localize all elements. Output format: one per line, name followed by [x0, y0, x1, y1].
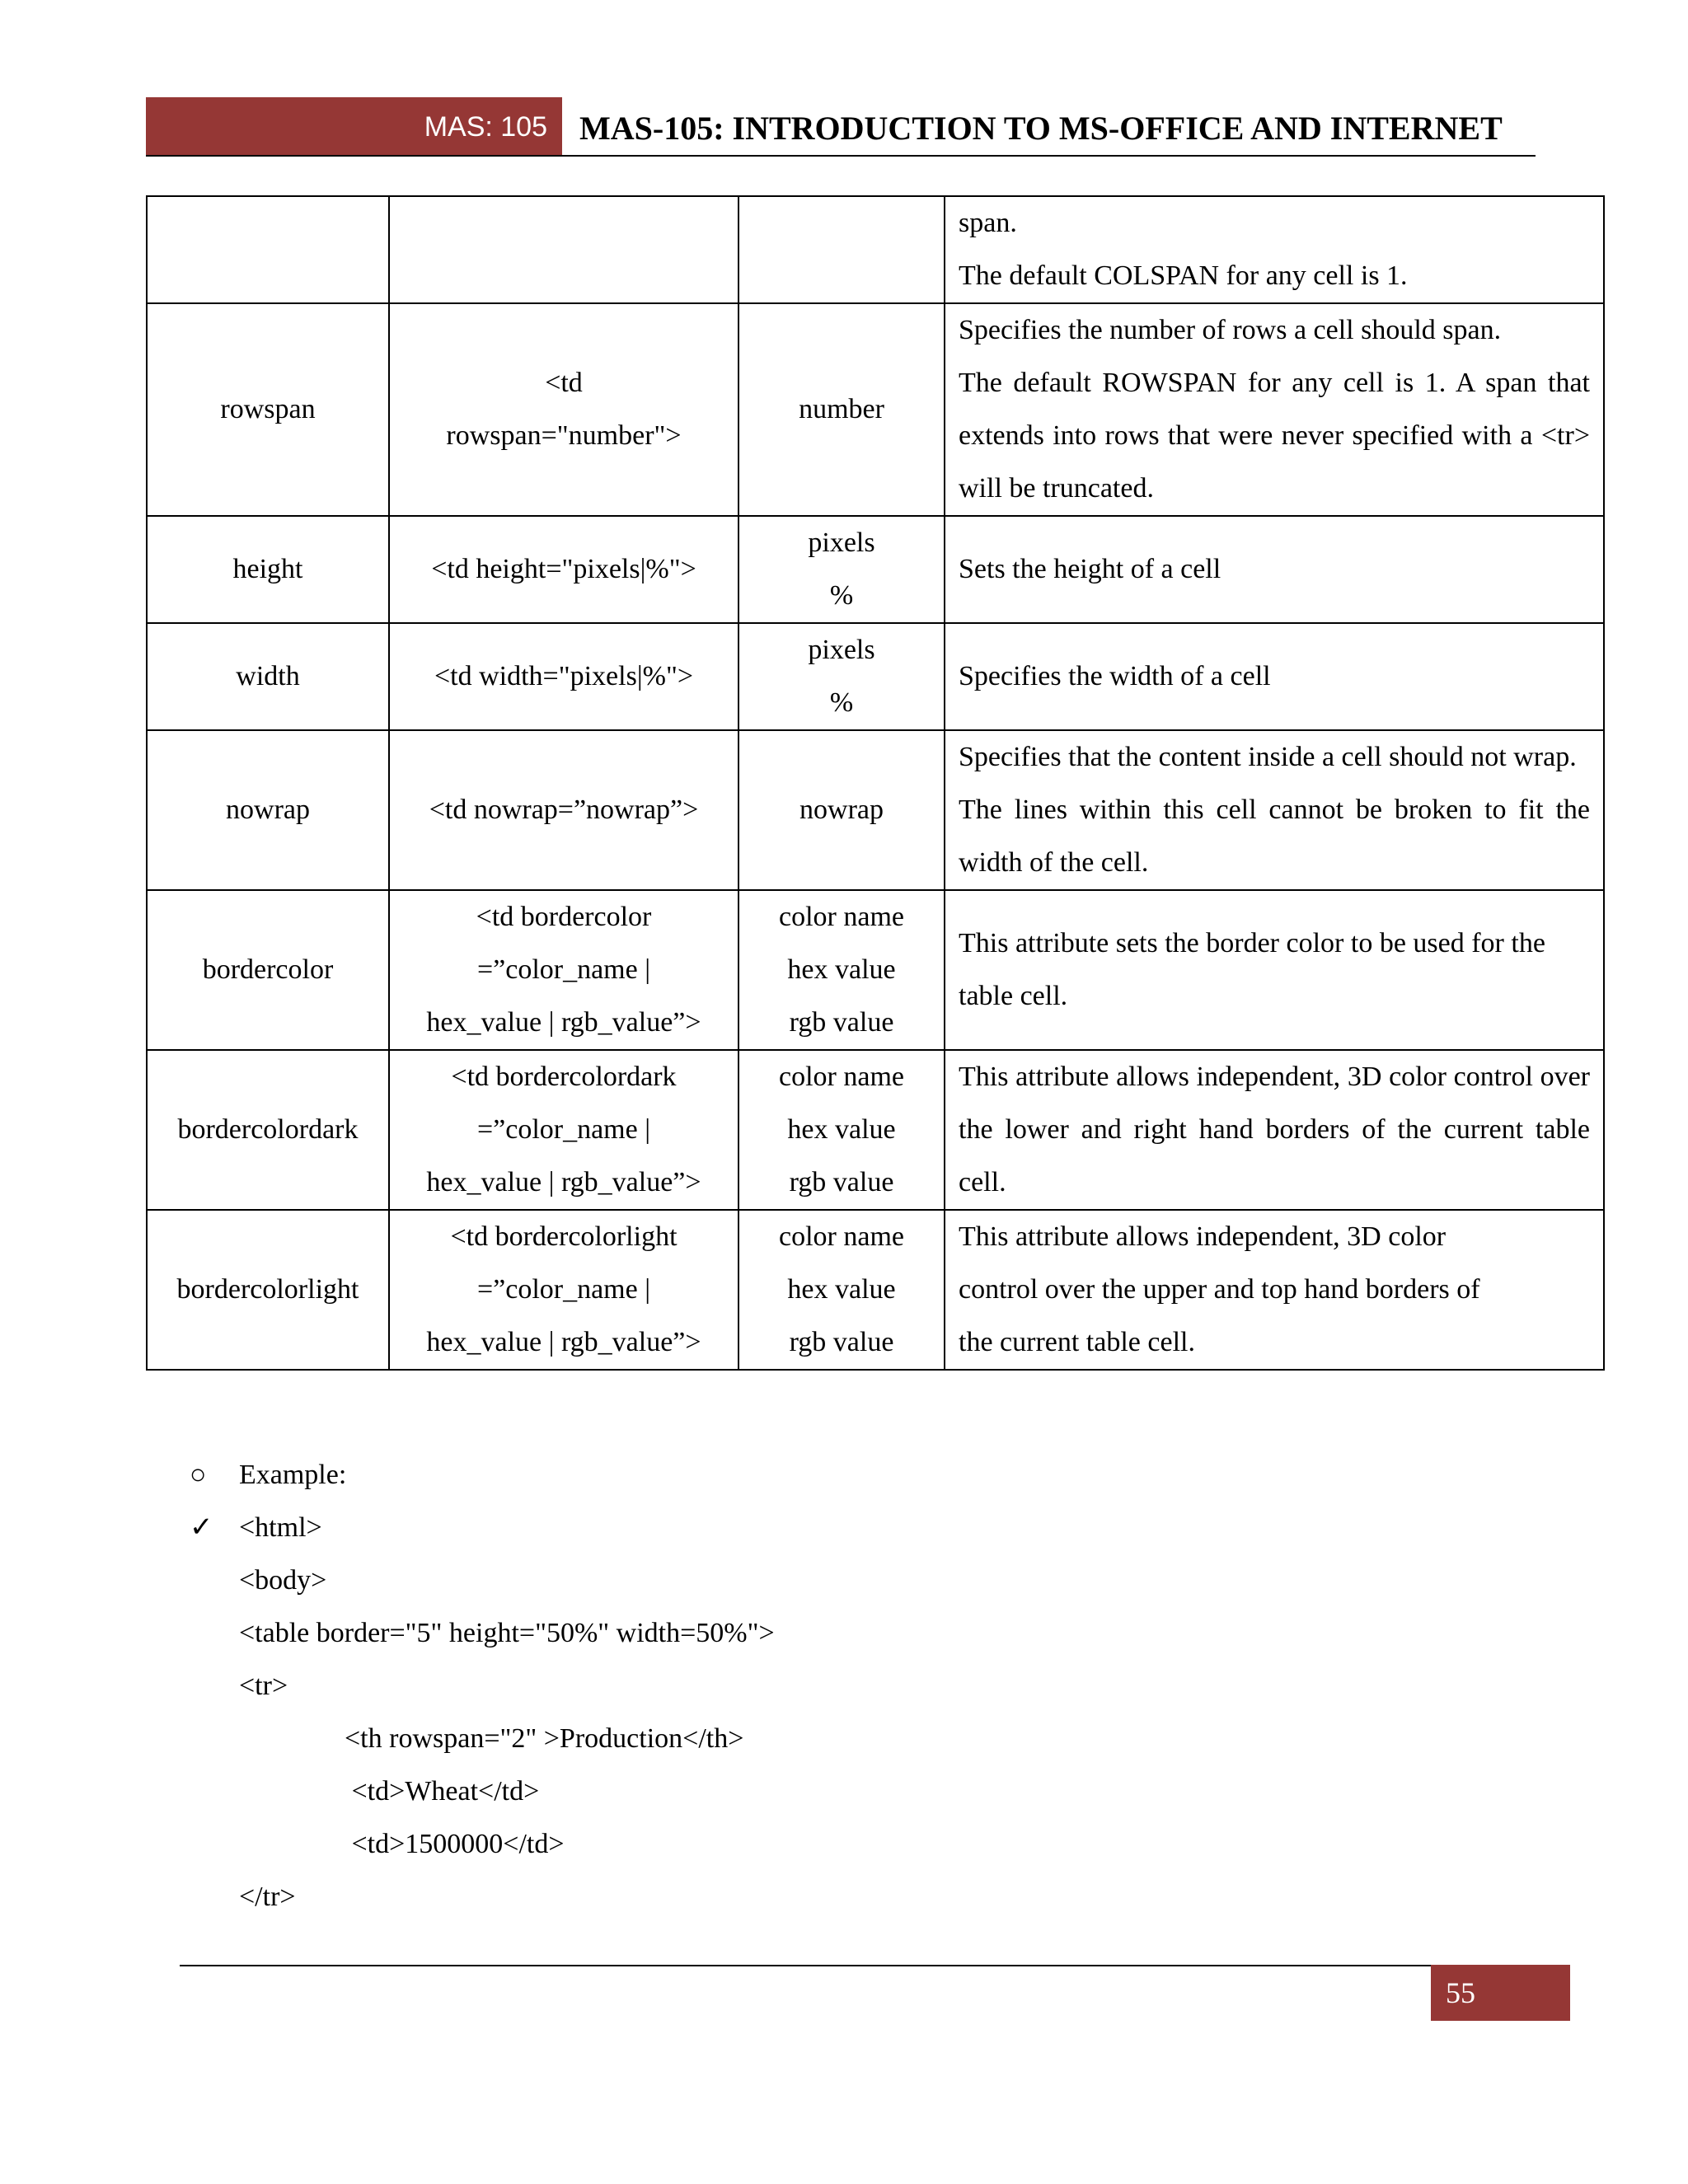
syntax-cell: [389, 516, 738, 623]
table-row: [147, 303, 1604, 516]
syntax-line: <td nowrap=”nowrap”>: [429, 794, 699, 825]
description-line: The lines within this cell cannot be broken to fit the width of the cell.: [959, 794, 1590, 878]
table-row: [147, 623, 1604, 730]
description-line: The default COLSPAN for any cell is 1.: [959, 260, 1408, 291]
page-title: MAS-105: INTRODUCTION TO MS-OFFICE AND INTERNET: [579, 110, 1503, 147]
description-line: This attribute allows independent, 3D color control over the lower and right hand borders of the current table cell.: [959, 1062, 1590, 1197]
page-number: 55: [1446, 1976, 1475, 2009]
values-cell: [738, 1210, 945, 1370]
example-section: [190, 1449, 775, 1924]
attribute-name-cell: height: [147, 516, 389, 623]
value-line: number: [799, 394, 884, 424]
code-text: <html>: [239, 1512, 322, 1543]
description-line: the current table cell.: [959, 1327, 1195, 1357]
table-row: [147, 196, 1604, 303]
value-line: pixels: [808, 635, 875, 665]
syntax-cell: [389, 196, 738, 303]
syntax-cell: [389, 1210, 738, 1370]
value-line: %: [829, 580, 854, 611]
values-cell: [738, 1050, 945, 1210]
description-cell: [945, 196, 1604, 303]
value-line: rgb value: [789, 1007, 894, 1038]
syntax-cell: [389, 1050, 738, 1210]
code-line: [190, 1607, 775, 1660]
description-line: span.: [959, 208, 1017, 238]
values-cell: [738, 516, 945, 623]
value-line: hex value: [787, 954, 896, 985]
syntax-line: <td bordercolor: [476, 902, 652, 932]
syntax-line: hex_value | rgb_value”>: [426, 1327, 701, 1357]
syntax-line: hex_value | rgb_value”>: [426, 1167, 701, 1197]
values-cell: [738, 890, 945, 1050]
attribute-name-cell: bordercolordark: [147, 1050, 389, 1210]
attribute-name-cell: rowspan: [147, 303, 389, 516]
code-line: [190, 1713, 775, 1765]
code-line: [190, 1871, 775, 1924]
code-text: <body>: [239, 1565, 327, 1596]
description-line: Sets the height of a cell: [959, 554, 1221, 584]
code-line: [190, 1818, 775, 1871]
course-code-band: [146, 97, 562, 157]
value-line: color name: [779, 902, 904, 932]
code-text: <td>1500000</td>: [345, 1829, 565, 1859]
description-cell: [945, 890, 1604, 1050]
syntax-line: =”color_name |: [476, 954, 651, 985]
description-cell: [945, 1210, 1604, 1370]
description-line: Specifies that the content inside a cell should not wrap.: [959, 742, 1577, 772]
code-line: [190, 1554, 775, 1607]
attribute-name-cell: width: [147, 623, 389, 730]
description-line: control over the upper and top hand borders of: [959, 1274, 1480, 1305]
circle-bullet-icon: ○: [190, 1460, 207, 1490]
example-label: Example:: [239, 1460, 347, 1490]
footer-divider: [180, 1965, 1570, 1966]
syntax-line: <td height="pixels|%">: [431, 554, 696, 584]
values-cell: [738, 623, 945, 730]
syntax-line: <td: [545, 368, 583, 398]
syntax-cell: [389, 730, 738, 890]
description-cell: [945, 730, 1604, 890]
syntax-line: =”color_name |: [476, 1274, 651, 1305]
value-line: color name: [779, 1221, 904, 1252]
code-text: <td>Wheat</td>: [345, 1776, 540, 1807]
values-cell: [738, 730, 945, 890]
syntax-line: rowspan="number">: [446, 420, 682, 451]
description-line: The default ROWSPAN for any cell is 1. A span that extends into rows that were never specified with a <tr> will be truncated.: [959, 368, 1590, 504]
example-heading: [190, 1449, 775, 1502]
attribute-name-cell: nowrap: [147, 730, 389, 890]
code-text: <th rowspan="2" >Production</th>: [345, 1723, 744, 1754]
value-line: hex value: [787, 1114, 896, 1145]
header-divider: [146, 155, 1536, 157]
code-line: [190, 1765, 775, 1818]
value-line: rgb value: [789, 1167, 894, 1197]
table-row: [147, 1050, 1604, 1210]
page-number-box: [1431, 1965, 1570, 2021]
attribute-name-cell: [147, 196, 389, 303]
value-line: pixels: [808, 527, 875, 558]
code-text: <table border="5" height="50%" width=50%">: [239, 1618, 775, 1648]
attribute-name-cell: bordercolor: [147, 890, 389, 1050]
description-cell: [945, 1050, 1604, 1210]
code-line: [190, 1502, 775, 1554]
syntax-line: =”color_name |: [476, 1114, 651, 1145]
description-cell: [945, 516, 1604, 623]
value-line: color name: [779, 1062, 904, 1092]
values-cell: [738, 196, 945, 303]
description-cell: [945, 623, 1604, 730]
table-row: [147, 1210, 1604, 1370]
syntax-line: hex_value | rgb_value”>: [426, 1007, 701, 1038]
course-code: MAS: 105: [424, 110, 547, 143]
table-row: [147, 730, 1604, 890]
example-code: [190, 1502, 775, 1924]
table-row: [147, 516, 1604, 623]
description-line: Specifies the width of a cell: [959, 661, 1271, 691]
code-text: <tr>: [239, 1671, 288, 1701]
description-line: Specifies the number of rows a cell should span.: [959, 315, 1502, 345]
table-row: [147, 890, 1604, 1050]
syntax-cell: [389, 303, 738, 516]
syntax-cell: [389, 623, 738, 730]
value-line: rgb value: [789, 1327, 894, 1357]
attribute-name-cell: bordercolorlight: [147, 1210, 389, 1370]
syntax-line: <td width="pixels|%">: [434, 661, 694, 691]
syntax-line: <td bordercolorlight: [450, 1221, 678, 1252]
code-line: [190, 1660, 775, 1713]
description-cell: [945, 303, 1604, 516]
value-line: %: [829, 687, 854, 718]
syntax-line: <td bordercolordark: [451, 1062, 677, 1092]
value-line: hex value: [787, 1274, 896, 1305]
description-line: This attribute allows independent, 3D color: [959, 1221, 1447, 1252]
syntax-cell: [389, 890, 738, 1050]
checkmark-icon: ✓: [190, 1512, 213, 1543]
code-text: </tr>: [239, 1882, 296, 1912]
attribute-table: [146, 195, 1605, 1371]
values-cell: [738, 303, 945, 516]
description-line: This attribute sets the border color to be used for the table cell.: [959, 928, 1545, 1011]
value-line: nowrap: [799, 794, 884, 825]
